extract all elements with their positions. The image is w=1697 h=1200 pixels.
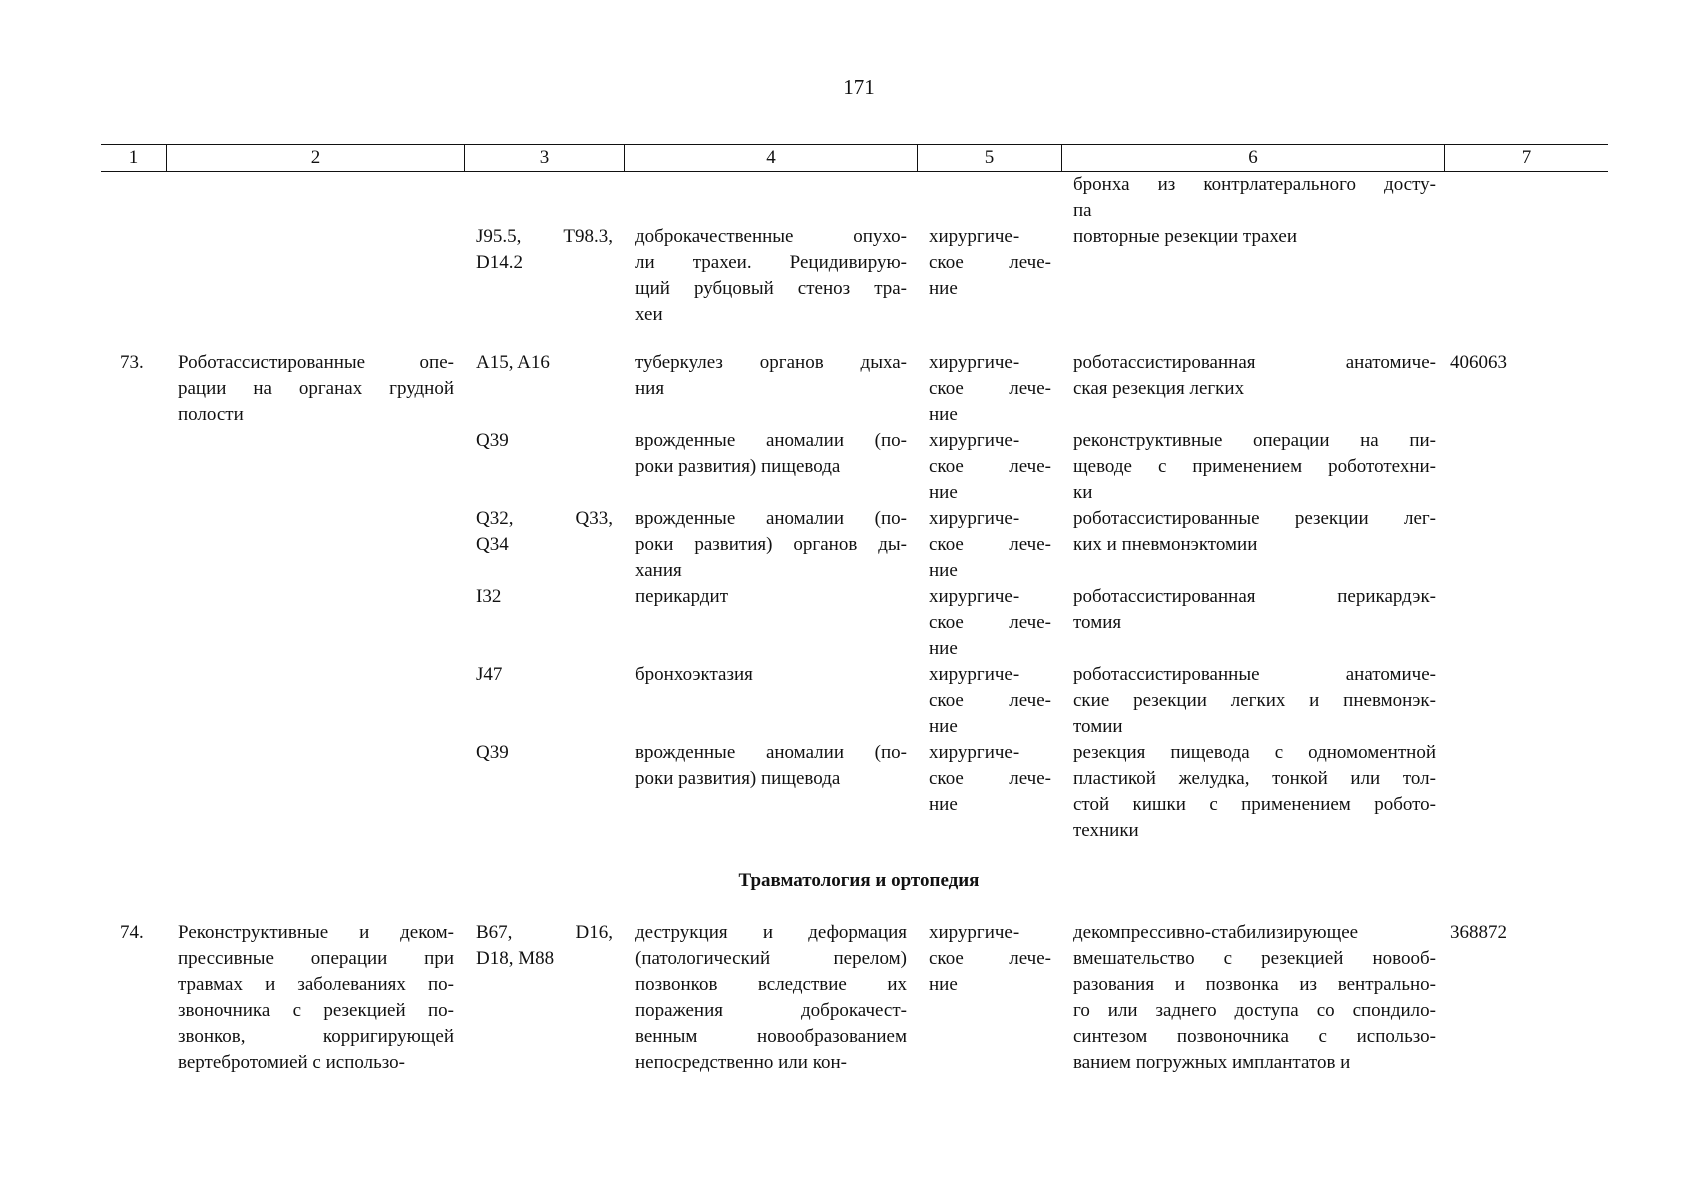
condition-cell (635, 350, 907, 402)
treatment-cell (929, 506, 1051, 584)
method-cell-line: ские резекции легких и пневмонэк- (1073, 690, 1436, 711)
condition-cell (635, 740, 907, 792)
method-cell-line: щеводе с применением робототехни- (1073, 456, 1436, 477)
treatment-cell (929, 224, 1051, 302)
method-cell (1073, 350, 1436, 402)
treatment-cell-line: ское лече- (929, 378, 1051, 399)
amount-cell: 406063 (1450, 352, 1507, 373)
procedure-name-line: Реконструктивные и деком- (178, 922, 454, 943)
codes-cell-line: J95.5, T98.3, (476, 226, 613, 247)
method-cell-line: декомпрессивно-стабилизирующее (1073, 922, 1359, 943)
treatment-cell-line: хирургиче- (929, 430, 1020, 451)
condition-cell-line: непосредственно или кон- (635, 1052, 847, 1073)
treatment-cell-line: хирургиче- (929, 922, 1020, 943)
method-cell-line: техники (1073, 820, 1139, 841)
column-header-2: 2 (166, 145, 464, 171)
method-cell-line: повторные резекции трахеи (1073, 226, 1298, 247)
procedure-name (178, 920, 454, 1076)
treatment-cell-line: хирургиче- (929, 586, 1020, 607)
column-header-1: 1 (128, 147, 139, 168)
column-header-3: 3 (464, 145, 624, 171)
condition-cell-line: позвонков вследствие их (635, 974, 907, 995)
method-continuation-line: па (1073, 200, 1092, 221)
condition-cell-line: ли трахеи. Рецидивирую- (635, 252, 907, 273)
codes-cell-line: D14.2 (476, 252, 523, 273)
amount-cell: 368872 (1450, 922, 1507, 943)
method-cell-line: разования и позвонка из вентрально- (1073, 974, 1436, 995)
procedure-name-line: полости (178, 404, 244, 425)
treatment-cell (929, 740, 1051, 818)
condition-cell (635, 428, 907, 480)
codes-cell-line: B67, D16, (476, 922, 613, 943)
procedure-name-line: Роботассистированные опе- (178, 352, 454, 373)
condition-cell-line: поражения доброкачест- (635, 1000, 907, 1021)
condition-cell-line: доброкачественные опухо- (635, 226, 907, 247)
condition-cell-line: туберкулез органов дыха- (635, 352, 907, 373)
treatment-cell-line: ское лече- (929, 612, 1051, 633)
method-cell-line: реконструктивные операции на пи- (1073, 430, 1436, 451)
codes-cell (476, 662, 613, 688)
condition-cell-line: хеи (635, 304, 663, 325)
method-cell (1073, 920, 1436, 1076)
treatment-cell (929, 920, 1051, 998)
treatment-cell-line: хирургиче- (929, 742, 1020, 763)
treatment-cell-line: ние (929, 404, 958, 425)
codes-cell (476, 224, 613, 276)
procedure-name-line: рации на органах грудной (178, 378, 454, 399)
procedure-name-line: травмах и заболеваниях по- (178, 974, 454, 995)
method-cell (1073, 662, 1436, 740)
method-cell-line: роботассистированные резекции лег- (1073, 508, 1436, 529)
column-header-5: 5 (917, 145, 1061, 171)
method-cell-line: синтезом позвоночника с использо- (1073, 1026, 1436, 1047)
codes-cell-line: Q39 (476, 430, 509, 451)
treatment-cell-line: ние (929, 794, 958, 815)
codes-cell (476, 350, 613, 376)
codes-cell (476, 920, 613, 972)
column-header-4: 4 (624, 145, 917, 171)
condition-cell-line: бронхоэктазия (635, 664, 753, 685)
method-cell-line: ванием погружных имплантатов и (1073, 1052, 1351, 1073)
condition-cell-line: врожденные аномалии (по- (635, 742, 907, 763)
condition-cell-line: роки развития) органов ды- (635, 534, 907, 555)
treatment-cell (929, 350, 1051, 428)
condition-cell-line: (патологический перелом) (635, 948, 907, 969)
treatment-cell (929, 428, 1051, 506)
treatment-cell-line: хирургиче- (929, 352, 1020, 373)
method-continuation-line: бронха из контрлатерального досту- (1073, 174, 1436, 195)
codes-cell-line: A15, A16 (476, 352, 550, 373)
codes-cell-line: Q39 (476, 742, 509, 763)
treatment-cell-line: ние (929, 560, 958, 581)
codes-cell-line: D18, M88 (476, 948, 555, 969)
codes-cell (476, 740, 613, 766)
treatment-cell-line: ние (929, 638, 958, 659)
method-cell-line: пластикой желудка, тонкой или тол- (1073, 768, 1436, 789)
method-cell-line: томии (1073, 716, 1123, 737)
procedure-name-line: прессивные операции при (178, 948, 454, 969)
method-cell (1073, 428, 1436, 506)
treatment-cell-line: ское лече- (929, 252, 1051, 273)
page-number: 171 (843, 75, 875, 99)
condition-cell-line: щий рубцовый стеноз тра- (635, 278, 907, 299)
row-number: 74. (120, 922, 144, 943)
method-cell-line: стой кишки с применением робото- (1073, 794, 1436, 815)
method-cell (1073, 740, 1436, 844)
codes-cell-line: I32 (476, 586, 502, 607)
condition-cell-line: роки развития) пищевода (635, 456, 841, 477)
column-header-7: 7 (1444, 145, 1608, 171)
condition-cell-line: деструкция и деформация (635, 922, 907, 943)
method-cell-line: роботассистированная анатомиче- (1073, 352, 1436, 373)
method-cell-line: ская резекция легких (1073, 378, 1245, 399)
condition-cell (635, 584, 907, 610)
treatment-cell-line: ние (929, 278, 958, 299)
condition-cell (635, 224, 907, 328)
codes-cell (476, 506, 613, 558)
method-cell-line: резекция пищевода с одномоментной (1073, 742, 1436, 763)
condition-cell-line: ния (635, 378, 665, 399)
treatment-cell-line: хирургиче- (929, 508, 1020, 529)
procedure-name-line: звоночника с резекцией по- (178, 1000, 454, 1021)
method-cell (1073, 224, 1436, 250)
treatment-cell-line: ское лече- (929, 690, 1051, 711)
treatment-cell (929, 662, 1051, 740)
procedure-name (178, 350, 454, 428)
condition-cell-line: врожденные аномалии (по- (635, 508, 907, 529)
treatment-cell-line: хирургиче- (929, 226, 1020, 247)
condition-cell-line: перикардит (635, 586, 729, 607)
method-cell-line: ких и пневмонэктомии (1073, 534, 1258, 555)
method-cell-line: вмешательство с резекцией новооб- (1073, 948, 1436, 969)
treatment-cell-line: хирургиче- (929, 664, 1020, 685)
method-cell-line: ки (1073, 482, 1093, 503)
treatment-cell-line: ние (929, 974, 958, 995)
condition-cell (635, 662, 907, 688)
condition-cell (635, 920, 907, 1076)
treatment-cell-line: ское лече- (929, 456, 1051, 477)
condition-cell-line: роки развития) пищевода (635, 768, 841, 789)
treatment-cell-line: ское лече- (929, 948, 1051, 969)
condition-cell-line: венным новообразованием (635, 1026, 907, 1047)
column-header-6: 6 (1061, 145, 1444, 171)
condition-cell-line: врожденные аномалии (по- (635, 430, 907, 451)
condition-cell-line: хания (635, 560, 682, 581)
method-cell (1073, 506, 1436, 558)
row-number: 73. (120, 352, 144, 373)
treatment-cell (929, 584, 1051, 662)
treatment-cell-line: ние (929, 716, 958, 737)
method-cell-line: томия (1073, 612, 1122, 633)
method-cell-line: роботассистированные анатомиче- (1073, 664, 1436, 685)
codes-cell-line: J47 (476, 664, 503, 685)
procedure-name-line: вертебротомией с использо- (178, 1052, 405, 1073)
treatment-cell-line: ние (929, 482, 958, 503)
codes-cell-line: Q34 (476, 534, 509, 555)
method-cell (1073, 584, 1436, 636)
section-title: Травматология и ортопедия (738, 870, 980, 891)
treatment-cell-line: ское лече- (929, 768, 1051, 789)
method-continuation (1073, 172, 1436, 224)
codes-cell (476, 428, 613, 454)
condition-cell (635, 506, 907, 584)
procedure-name-line: звонков, корригирующей (178, 1026, 454, 1047)
codes-cell (476, 584, 613, 610)
codes-cell-line: Q32, Q33, (476, 508, 613, 529)
table-header-row (101, 144, 1608, 172)
method-cell-line: роботассистированная перикардэк- (1073, 586, 1436, 607)
method-cell-line: го или заднего доступа со спондило- (1073, 1000, 1436, 1021)
treatment-cell-line: ское лече- (929, 534, 1051, 555)
